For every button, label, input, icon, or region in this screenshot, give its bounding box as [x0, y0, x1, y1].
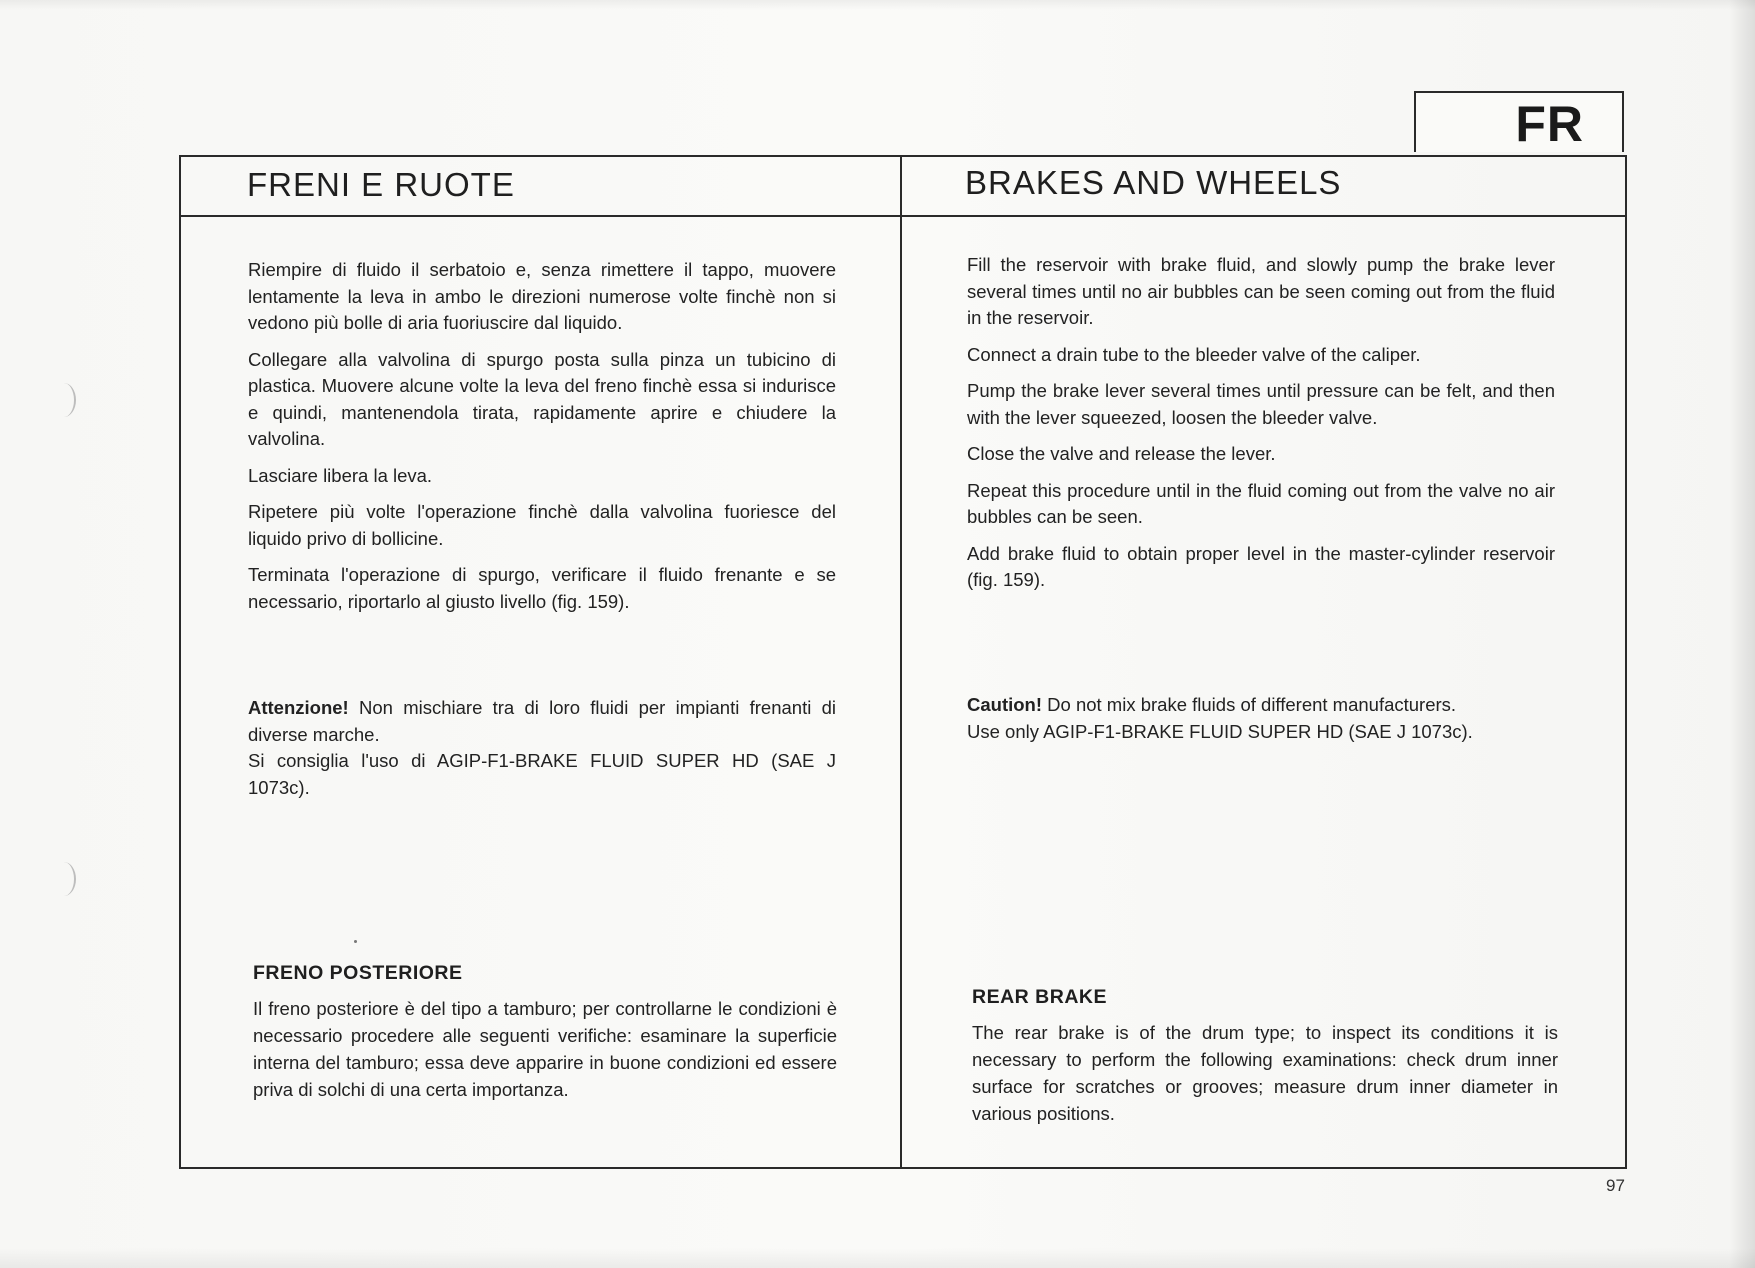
print-speck: [354, 940, 357, 943]
left-subheading: FRENO POSTERIORE: [253, 962, 463, 984]
caution-statement: [967, 692, 1555, 719]
header-divider: [179, 215, 1625, 217]
paragraph: Ripetere più volte l'operazione finchè dalla valvolina fuoriesce del liquido privo di bollicine.: [248, 501, 836, 549]
paragraph: Lasciare libera la leva.: [248, 464, 433, 486]
page-number: 97: [1606, 1176, 1625, 1195]
caution-text: Do not mix brake fluids of different manufacturers.: [1042, 694, 1457, 715]
language-tab: [1414, 91, 1624, 152]
page-top-edge: [0, 0, 1755, 10]
paragraph: Fill the reservoir with brake fluid, and slowly pump the brake lever several times until no air bubbles can be seen coming out from the fluid in the reservoir.: [967, 254, 1555, 328]
paragraph: Riempire di fluido il serbatoio e, senza rimettere il tappo, muovere lentamente la leva in ambo le direzioni numerose volte finchè non si vedono più bolle di aria fuoriuscire dal liquido.: [248, 259, 836, 333]
right-subheading: REAR BRAKE: [972, 986, 1108, 1008]
right-heading: BRAKES AND WHEELS: [965, 164, 1342, 201]
caution-recommendation: Use only AGIP-F1-BRAKE FLUID SUPER HD (SAE J 1073c).: [967, 720, 1473, 742]
left-heading: FRENI E RUOTE: [247, 166, 515, 203]
left-subtext: Il freno posteriore è del tipo a tamburo; per controllarne le condizioni è necessario procedere alle seguenti verifiche: esaminare la superficie interna del tamburo; essa deve apparire in buone condizioni ed essere priva di solchi di una certa importanza.: [253, 998, 837, 1100]
paragraph: Collegare alla valvolina di spurgo posta sulla pinza un tubicino di plastica. Muovere alcune volte la leva del freno finchè essa si indurisce e quindi, mantenendola tirata, rapidamente aprire e chiudere la valvolina.: [248, 348, 836, 449]
caution-statement: [248, 695, 836, 748]
page-edge-shadow: [1729, 0, 1755, 1268]
caution-lead: Attenzione!: [248, 697, 349, 718]
italian-caution: [248, 695, 836, 801]
punch-hole-lower: [52, 862, 76, 896]
italian-body: [248, 257, 836, 625]
paragraph: Terminata l'operazione di spurgo, verificare il fluido frenante e se necessario, riportarlo al giusto livello (fig. 159).: [248, 564, 836, 612]
page-bottom-shadow: [0, 1248, 1755, 1268]
english-body: [967, 252, 1555, 604]
paragraph: Repeat this procedure until in the fluid coming out from the valve no air bubbles can be seen.: [967, 479, 1555, 527]
english-caution: [967, 692, 1555, 745]
paragraph: Add brake fluid to obtain proper level in the master-cylinder reservoir (fig. 159).: [967, 542, 1555, 590]
punch-hole-upper: [52, 383, 76, 417]
language-code: FR: [1515, 96, 1584, 152]
caution-lead: Caution!: [967, 694, 1043, 715]
paragraph: Connect a drain tube to the bleeder valve of the caliper.: [967, 343, 1421, 365]
paragraph: Close the valve and release the lever.: [967, 443, 1276, 464]
paragraph: Pump the brake lever several times until pressure can be felt, and then with the lever squeezed, loosen the bleeder valve.: [967, 380, 1555, 428]
right-subtext: The rear brake is of the drum type; to inspect its conditions it is necessary to perform the following examinations: check drum inner surface for scratches or grooves; measure drum inner diameter in various positions.: [972, 1022, 1558, 1124]
caution-text: Non mischiare tra di loro fluidi per impianti frenanti di diverse marche.: [248, 697, 836, 745]
caution-recommendation: Si consiglia l'uso di AGIP-F1-BRAKE FLUID SUPER HD (SAE J 1073c).: [248, 750, 836, 798]
column-divider: [900, 155, 902, 1167]
